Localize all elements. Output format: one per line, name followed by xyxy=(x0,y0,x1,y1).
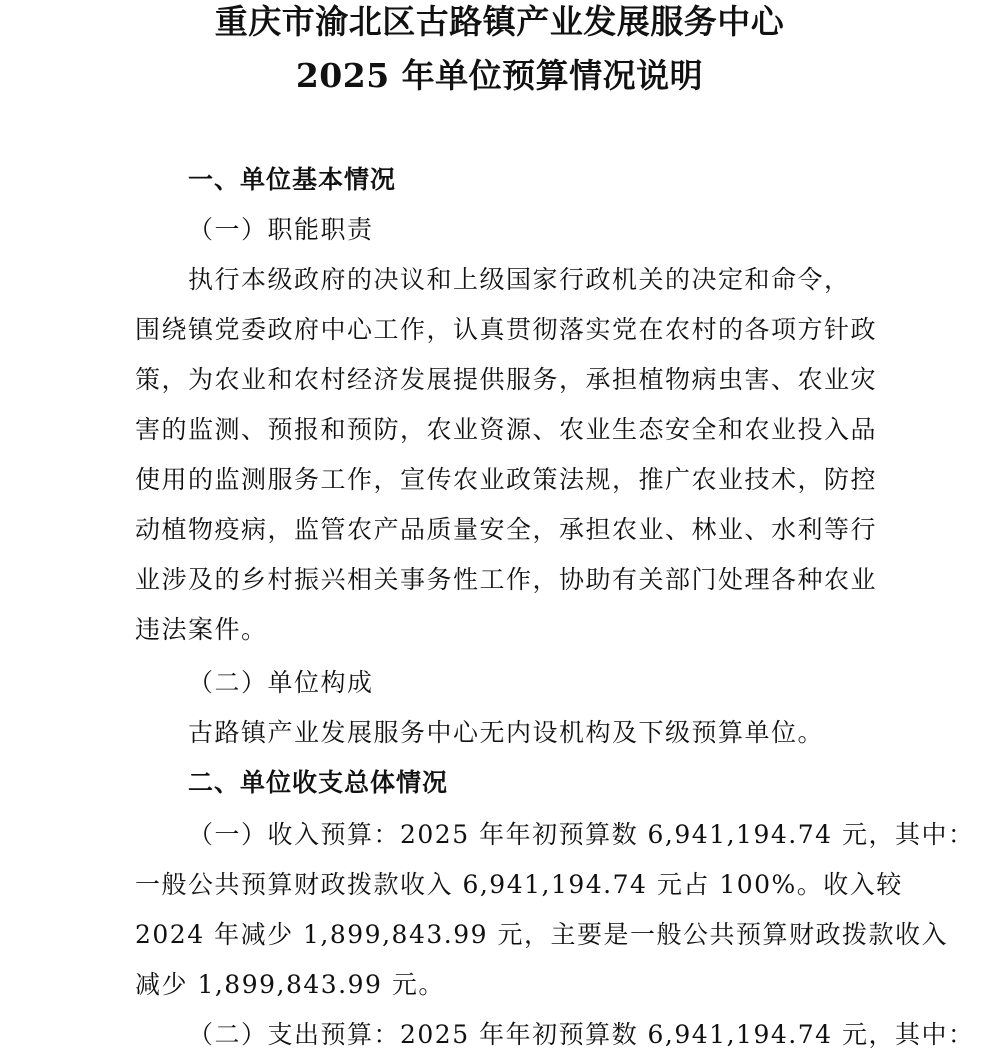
paragraph-composition: 古路镇产业发展服务中心无内设机构及下级预算单位。 xyxy=(188,718,825,747)
paragraph-functions-line: 执行本级政府的决议和上级国家行政机关的决定和命令， xyxy=(188,265,851,294)
paragraph-income-line: （一）收入预算：2025 年年初预算数 6,941,194.74 元，其中： xyxy=(188,820,975,849)
section-heading-overall: 二、单位收支总体情况 xyxy=(188,768,449,797)
paragraph-functions-line: 策，为农业和农村经济发展提供服务，承担植物病虫害、农业灾 xyxy=(135,365,878,394)
paragraph-income-line: 2024 年减少 1,899,843.99 元，主要是一般公共预算财政拨款收入 xyxy=(135,920,948,949)
document-title-line2: 2025 年单位预算情况说明 xyxy=(295,56,704,95)
paragraph-functions-line: 违法案件。 xyxy=(135,615,268,644)
document-title-line1: 重庆市渝北区古路镇产业发展服务中心 xyxy=(214,2,785,41)
paragraph-expense-line: （二）支出预算：2025 年年初预算数 6,941,194.74 元，其中： xyxy=(188,1020,975,1049)
paragraph-functions-line: 害的监测、预报和预防，农业资源、农业生态安全和农业投入品 xyxy=(135,415,878,444)
paragraph-income-line: 一般公共预算财政拨款收入 6,941,194.74 元占 100%。收入较 xyxy=(135,870,903,899)
paragraph-income-line: 减少 1,899,843.99 元。 xyxy=(135,970,445,999)
paragraph-functions-line: 围绕镇党委政府中心工作，认真贯彻落实党在农村的各项方针政 xyxy=(135,315,878,344)
paragraph-functions-line: 动植物疫病，监管农产品质量安全，承担农业、林业、水利等行 xyxy=(135,515,878,544)
subsection-heading-composition: （二）单位构成 xyxy=(188,668,374,697)
paragraph-functions-line: 使用的监测服务工作，宣传农业政策法规，推广农业技术，防控 xyxy=(135,465,878,494)
subsection-heading-functions: （一）职能职责 xyxy=(188,215,374,244)
paragraph-functions-line: 业涉及的乡村振兴相关事务性工作，协助有关部门处理各种农业 xyxy=(135,565,878,594)
section-heading-basic-info: 一、单位基本情况 xyxy=(188,165,397,194)
